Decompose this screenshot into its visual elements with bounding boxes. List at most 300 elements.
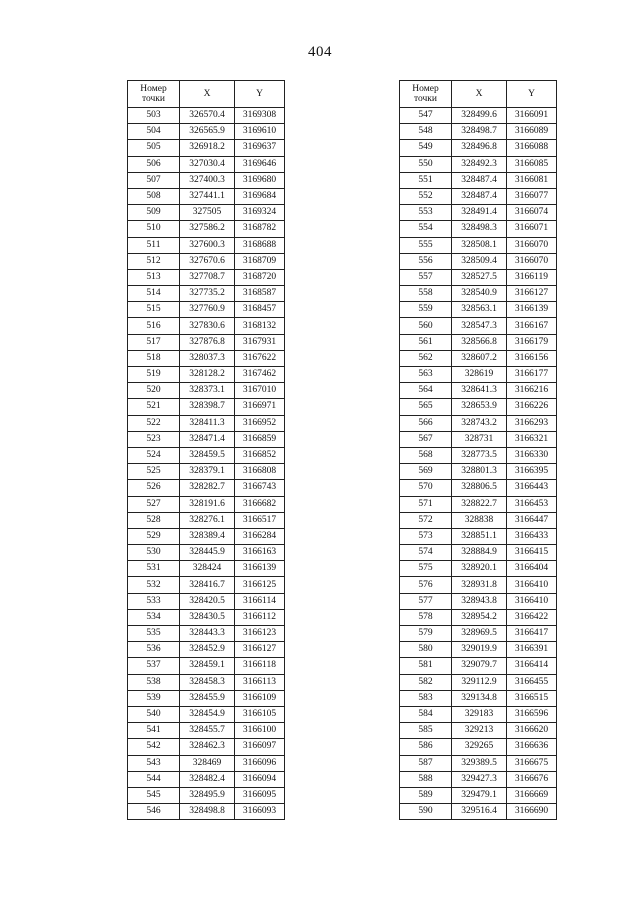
point-number-cell: 569 bbox=[400, 464, 452, 480]
coordinates-table-left bbox=[127, 80, 285, 820]
point-number-cell: 527 bbox=[128, 496, 180, 512]
y-cell: 3166091 bbox=[507, 108, 557, 124]
x-cell: 328540.9 bbox=[452, 286, 507, 302]
point-number-cell: 556 bbox=[400, 253, 452, 269]
table-row bbox=[128, 140, 285, 156]
point-number-cell: 584 bbox=[400, 706, 452, 722]
point-number-cell: 519 bbox=[128, 367, 180, 383]
x-cell: 328801.3 bbox=[452, 464, 507, 480]
table-row bbox=[128, 156, 285, 172]
point-number-cell: 507 bbox=[128, 172, 180, 188]
point-number-cell: 557 bbox=[400, 269, 452, 285]
y-cell: 3168720 bbox=[235, 269, 285, 285]
y-cell: 3166743 bbox=[235, 480, 285, 496]
x-cell: 328495.9 bbox=[180, 787, 235, 803]
y-cell: 3166112 bbox=[235, 609, 285, 625]
y-cell: 3169324 bbox=[235, 205, 285, 221]
point-number-cell: 520 bbox=[128, 383, 180, 399]
y-cell: 3166109 bbox=[235, 690, 285, 706]
header-x: X bbox=[452, 81, 507, 108]
point-number-cell: 509 bbox=[128, 205, 180, 221]
table-row bbox=[400, 253, 557, 269]
point-number-cell: 582 bbox=[400, 674, 452, 690]
header-y: Y bbox=[235, 81, 285, 108]
table-row bbox=[400, 464, 557, 480]
x-cell: 327441.1 bbox=[180, 188, 235, 204]
point-number-cell: 528 bbox=[128, 512, 180, 528]
table-row bbox=[400, 496, 557, 512]
table-row bbox=[128, 787, 285, 803]
x-cell: 328411.3 bbox=[180, 415, 235, 431]
table-row bbox=[128, 286, 285, 302]
table-header-row bbox=[128, 81, 285, 108]
y-cell: 3166118 bbox=[235, 658, 285, 674]
point-number-cell: 540 bbox=[128, 706, 180, 722]
table-row bbox=[400, 512, 557, 528]
point-number-cell: 586 bbox=[400, 739, 452, 755]
point-number-cell: 510 bbox=[128, 221, 180, 237]
point-number-cell: 538 bbox=[128, 674, 180, 690]
table-row bbox=[400, 593, 557, 609]
table-row bbox=[400, 221, 557, 237]
x-cell: 328398.7 bbox=[180, 399, 235, 415]
point-number-cell: 552 bbox=[400, 188, 452, 204]
point-number-cell: 525 bbox=[128, 464, 180, 480]
point-number-cell: 576 bbox=[400, 577, 452, 593]
y-cell: 3166123 bbox=[235, 626, 285, 642]
point-number-cell: 588 bbox=[400, 771, 452, 787]
y-cell: 3166114 bbox=[235, 593, 285, 609]
x-cell: 328619 bbox=[452, 367, 507, 383]
point-number-cell: 558 bbox=[400, 286, 452, 302]
y-cell: 3166070 bbox=[507, 253, 557, 269]
x-cell: 328462.3 bbox=[180, 739, 235, 755]
point-number-cell: 513 bbox=[128, 269, 180, 285]
table-row bbox=[128, 253, 285, 269]
y-cell: 3168688 bbox=[235, 237, 285, 253]
x-cell: 329265 bbox=[452, 739, 507, 755]
table-row bbox=[128, 739, 285, 755]
y-cell: 3166163 bbox=[235, 545, 285, 561]
x-cell: 327400.3 bbox=[180, 172, 235, 188]
point-number-cell: 568 bbox=[400, 447, 452, 463]
table-row bbox=[400, 787, 557, 803]
table-row bbox=[400, 739, 557, 755]
point-number-cell: 579 bbox=[400, 626, 452, 642]
y-cell: 3166088 bbox=[507, 140, 557, 156]
point-number-cell: 559 bbox=[400, 302, 452, 318]
x-cell: 328455.7 bbox=[180, 723, 235, 739]
point-number-cell: 563 bbox=[400, 367, 452, 383]
y-cell: 3166177 bbox=[507, 367, 557, 383]
table-row bbox=[128, 172, 285, 188]
y-cell: 3166682 bbox=[235, 496, 285, 512]
point-number-cell: 541 bbox=[128, 723, 180, 739]
table-row bbox=[128, 658, 285, 674]
y-cell: 3166139 bbox=[235, 561, 285, 577]
y-cell: 3166119 bbox=[507, 269, 557, 285]
y-cell: 3166097 bbox=[235, 739, 285, 755]
point-number-cell: 518 bbox=[128, 350, 180, 366]
y-cell: 3168132 bbox=[235, 318, 285, 334]
point-number-cell: 530 bbox=[128, 545, 180, 561]
point-number-cell: 553 bbox=[400, 205, 452, 221]
table-row bbox=[128, 318, 285, 334]
table-row bbox=[128, 480, 285, 496]
x-cell: 328641.3 bbox=[452, 383, 507, 399]
x-cell: 328884.9 bbox=[452, 545, 507, 561]
table-row bbox=[128, 237, 285, 253]
table-row bbox=[400, 205, 557, 221]
point-number-cell: 551 bbox=[400, 172, 452, 188]
point-number-cell: 561 bbox=[400, 334, 452, 350]
x-cell: 328509.4 bbox=[452, 253, 507, 269]
y-cell: 3166071 bbox=[507, 221, 557, 237]
point-number-cell: 578 bbox=[400, 609, 452, 625]
x-cell: 328547.3 bbox=[452, 318, 507, 334]
point-number-cell: 546 bbox=[128, 804, 180, 820]
y-cell: 3166410 bbox=[507, 593, 557, 609]
x-cell: 328282.7 bbox=[180, 480, 235, 496]
table-row bbox=[128, 205, 285, 221]
y-cell: 3166414 bbox=[507, 658, 557, 674]
table-row bbox=[128, 512, 285, 528]
x-cell: 329389.5 bbox=[452, 755, 507, 771]
point-number-cell: 554 bbox=[400, 221, 452, 237]
y-cell: 3166676 bbox=[507, 771, 557, 787]
table-header-row bbox=[400, 81, 557, 108]
x-cell: 329079.7 bbox=[452, 658, 507, 674]
header-y: Y bbox=[507, 81, 557, 108]
point-number-cell: 575 bbox=[400, 561, 452, 577]
point-number-cell: 564 bbox=[400, 383, 452, 399]
x-cell: 328496.8 bbox=[452, 140, 507, 156]
table-row bbox=[400, 383, 557, 399]
table-row bbox=[400, 658, 557, 674]
table-row bbox=[128, 496, 285, 512]
x-cell: 328492.3 bbox=[452, 156, 507, 172]
x-cell: 328430.5 bbox=[180, 609, 235, 625]
table-row bbox=[128, 609, 285, 625]
y-cell: 3166453 bbox=[507, 496, 557, 512]
point-number-cell: 562 bbox=[400, 350, 452, 366]
point-number-cell: 590 bbox=[400, 804, 452, 820]
point-number-cell: 535 bbox=[128, 626, 180, 642]
x-cell: 328920.1 bbox=[452, 561, 507, 577]
y-cell: 3166070 bbox=[507, 237, 557, 253]
point-number-cell: 515 bbox=[128, 302, 180, 318]
point-number-cell: 580 bbox=[400, 642, 452, 658]
point-number-cell: 512 bbox=[128, 253, 180, 269]
header-point-number: Номер точки bbox=[400, 81, 452, 108]
x-cell: 327760.9 bbox=[180, 302, 235, 318]
point-number-cell: 583 bbox=[400, 690, 452, 706]
table-row bbox=[128, 690, 285, 706]
x-cell: 328471.4 bbox=[180, 431, 235, 447]
y-cell: 3166096 bbox=[235, 755, 285, 771]
table-row bbox=[128, 593, 285, 609]
table-row bbox=[128, 577, 285, 593]
x-cell: 328459.1 bbox=[180, 658, 235, 674]
x-cell: 328969.5 bbox=[452, 626, 507, 642]
y-cell: 3166620 bbox=[507, 723, 557, 739]
x-cell: 328191.6 bbox=[180, 496, 235, 512]
point-number-cell: 543 bbox=[128, 755, 180, 771]
table-row bbox=[400, 350, 557, 366]
y-cell: 3167622 bbox=[235, 350, 285, 366]
table-row bbox=[400, 545, 557, 561]
x-cell: 329134.8 bbox=[452, 690, 507, 706]
y-cell: 3169646 bbox=[235, 156, 285, 172]
y-cell: 3166216 bbox=[507, 383, 557, 399]
x-cell: 328491.4 bbox=[452, 205, 507, 221]
table-row bbox=[128, 561, 285, 577]
y-cell: 3166081 bbox=[507, 172, 557, 188]
y-cell: 3166596 bbox=[507, 706, 557, 722]
table-row bbox=[400, 415, 557, 431]
table-row bbox=[400, 302, 557, 318]
x-cell: 328482.4 bbox=[180, 771, 235, 787]
y-cell: 3166085 bbox=[507, 156, 557, 172]
x-cell: 328527.5 bbox=[452, 269, 507, 285]
table-row bbox=[400, 269, 557, 285]
header-x: X bbox=[180, 81, 235, 108]
table-row bbox=[400, 140, 557, 156]
point-number-cell: 560 bbox=[400, 318, 452, 334]
coordinates-table-right bbox=[399, 80, 557, 820]
y-cell: 3166852 bbox=[235, 447, 285, 463]
y-cell: 3166100 bbox=[235, 723, 285, 739]
y-cell: 3169308 bbox=[235, 108, 285, 124]
y-cell: 3166447 bbox=[507, 512, 557, 528]
point-number-cell: 589 bbox=[400, 787, 452, 803]
table-row bbox=[128, 431, 285, 447]
x-cell: 327600.3 bbox=[180, 237, 235, 253]
x-cell: 329427.3 bbox=[452, 771, 507, 787]
x-cell: 327586.2 bbox=[180, 221, 235, 237]
y-cell: 3166971 bbox=[235, 399, 285, 415]
y-cell: 3166455 bbox=[507, 674, 557, 690]
y-cell: 3166952 bbox=[235, 415, 285, 431]
point-number-cell: 577 bbox=[400, 593, 452, 609]
table-row bbox=[128, 723, 285, 739]
y-cell: 3166113 bbox=[235, 674, 285, 690]
y-cell: 3169610 bbox=[235, 124, 285, 140]
point-number-cell: 550 bbox=[400, 156, 452, 172]
y-cell: 3169684 bbox=[235, 188, 285, 204]
point-number-cell: 544 bbox=[128, 771, 180, 787]
y-cell: 3166127 bbox=[507, 286, 557, 302]
point-number-cell: 517 bbox=[128, 334, 180, 350]
y-cell: 3166167 bbox=[507, 318, 557, 334]
table-row bbox=[400, 447, 557, 463]
x-cell: 326918.2 bbox=[180, 140, 235, 156]
table-row bbox=[400, 237, 557, 253]
x-cell: 327708.7 bbox=[180, 269, 235, 285]
y-cell: 3166690 bbox=[507, 804, 557, 820]
table-row bbox=[128, 108, 285, 124]
x-cell: 328508.1 bbox=[452, 237, 507, 253]
table-row bbox=[400, 108, 557, 124]
x-cell: 327876.8 bbox=[180, 334, 235, 350]
table-row bbox=[128, 302, 285, 318]
table-row bbox=[400, 804, 557, 820]
x-cell: 328773.5 bbox=[452, 447, 507, 463]
x-cell: 328653.9 bbox=[452, 399, 507, 415]
table-row bbox=[400, 172, 557, 188]
x-cell: 328499.6 bbox=[452, 108, 507, 124]
point-number-cell: 506 bbox=[128, 156, 180, 172]
y-cell: 3166330 bbox=[507, 447, 557, 463]
y-cell: 3167931 bbox=[235, 334, 285, 350]
point-number-cell: 523 bbox=[128, 431, 180, 447]
table-row bbox=[128, 124, 285, 140]
x-cell: 328452.9 bbox=[180, 642, 235, 658]
y-cell: 3166410 bbox=[507, 577, 557, 593]
table-row bbox=[128, 464, 285, 480]
x-cell: 328037.3 bbox=[180, 350, 235, 366]
x-cell: 328743.2 bbox=[452, 415, 507, 431]
table-row bbox=[128, 626, 285, 642]
y-cell: 3166125 bbox=[235, 577, 285, 593]
table-row bbox=[400, 561, 557, 577]
y-cell: 3166422 bbox=[507, 609, 557, 625]
x-cell: 328276.1 bbox=[180, 512, 235, 528]
x-cell: 328806.5 bbox=[452, 480, 507, 496]
point-number-cell: 567 bbox=[400, 431, 452, 447]
table-row bbox=[128, 269, 285, 285]
x-cell: 328389.4 bbox=[180, 528, 235, 544]
table-row bbox=[128, 334, 285, 350]
table-row bbox=[128, 383, 285, 399]
point-number-cell: 565 bbox=[400, 399, 452, 415]
table-row bbox=[400, 431, 557, 447]
point-number-cell: 571 bbox=[400, 496, 452, 512]
point-number-cell: 524 bbox=[128, 447, 180, 463]
table-row bbox=[128, 804, 285, 820]
table-row bbox=[400, 286, 557, 302]
x-cell: 328607.2 bbox=[452, 350, 507, 366]
table-row bbox=[400, 156, 557, 172]
x-cell: 328459.5 bbox=[180, 447, 235, 463]
x-cell: 328731 bbox=[452, 431, 507, 447]
x-cell: 329112.9 bbox=[452, 674, 507, 690]
table-row bbox=[400, 367, 557, 383]
x-cell: 327505 bbox=[180, 205, 235, 221]
point-number-cell: 522 bbox=[128, 415, 180, 431]
y-cell: 3166404 bbox=[507, 561, 557, 577]
table-row bbox=[400, 771, 557, 787]
y-cell: 3166808 bbox=[235, 464, 285, 480]
x-cell: 328498.7 bbox=[452, 124, 507, 140]
x-cell: 329183 bbox=[452, 706, 507, 722]
point-number-cell: 587 bbox=[400, 755, 452, 771]
table-row bbox=[400, 674, 557, 690]
y-cell: 3166226 bbox=[507, 399, 557, 415]
point-number-cell: 555 bbox=[400, 237, 452, 253]
x-cell: 328563.1 bbox=[452, 302, 507, 318]
point-number-cell: 521 bbox=[128, 399, 180, 415]
y-cell: 3166636 bbox=[507, 739, 557, 755]
table-row bbox=[128, 447, 285, 463]
y-cell: 3166321 bbox=[507, 431, 557, 447]
y-cell: 3166417 bbox=[507, 626, 557, 642]
y-cell: 3166093 bbox=[235, 804, 285, 820]
x-cell: 327670.6 bbox=[180, 253, 235, 269]
point-number-cell: 532 bbox=[128, 577, 180, 593]
y-cell: 3166179 bbox=[507, 334, 557, 350]
table-row bbox=[128, 755, 285, 771]
table-row bbox=[400, 334, 557, 350]
point-number-cell: 503 bbox=[128, 108, 180, 124]
table-row bbox=[128, 545, 285, 561]
table-row bbox=[128, 221, 285, 237]
y-cell: 3166395 bbox=[507, 464, 557, 480]
table-row bbox=[128, 350, 285, 366]
x-cell: 328851.1 bbox=[452, 528, 507, 544]
x-cell: 328445.9 bbox=[180, 545, 235, 561]
table-row bbox=[400, 690, 557, 706]
point-number-cell: 545 bbox=[128, 787, 180, 803]
point-number-cell: 548 bbox=[400, 124, 452, 140]
y-cell: 3166859 bbox=[235, 431, 285, 447]
table-row bbox=[400, 577, 557, 593]
y-cell: 3167462 bbox=[235, 367, 285, 383]
point-number-cell: 505 bbox=[128, 140, 180, 156]
x-cell: 328469 bbox=[180, 755, 235, 771]
point-number-cell: 511 bbox=[128, 237, 180, 253]
y-cell: 3166433 bbox=[507, 528, 557, 544]
y-cell: 3168782 bbox=[235, 221, 285, 237]
y-cell: 3166089 bbox=[507, 124, 557, 140]
point-number-cell: 574 bbox=[400, 545, 452, 561]
x-cell: 329479.1 bbox=[452, 787, 507, 803]
y-cell: 3169680 bbox=[235, 172, 285, 188]
x-cell: 328454.9 bbox=[180, 706, 235, 722]
point-number-cell: 536 bbox=[128, 642, 180, 658]
y-cell: 3166415 bbox=[507, 545, 557, 561]
point-number-cell: 537 bbox=[128, 658, 180, 674]
point-number-cell: 539 bbox=[128, 690, 180, 706]
table-row bbox=[400, 723, 557, 739]
y-cell: 3168709 bbox=[235, 253, 285, 269]
y-cell: 3166105 bbox=[235, 706, 285, 722]
x-cell: 328420.5 bbox=[180, 593, 235, 609]
point-number-cell: 566 bbox=[400, 415, 452, 431]
x-cell: 327030.4 bbox=[180, 156, 235, 172]
x-cell: 328487.4 bbox=[452, 172, 507, 188]
page-number: 404 bbox=[308, 44, 332, 60]
table-row bbox=[128, 415, 285, 431]
table-row bbox=[400, 124, 557, 140]
x-cell: 329019.9 bbox=[452, 642, 507, 658]
header-point-number: Номер точки bbox=[128, 81, 180, 108]
x-cell: 328487.4 bbox=[452, 188, 507, 204]
table-row bbox=[128, 528, 285, 544]
y-cell: 3166515 bbox=[507, 690, 557, 706]
table-row bbox=[400, 399, 557, 415]
y-cell: 3166074 bbox=[507, 205, 557, 221]
y-cell: 3168587 bbox=[235, 286, 285, 302]
table-row bbox=[400, 609, 557, 625]
x-cell: 328498.3 bbox=[452, 221, 507, 237]
point-number-cell: 573 bbox=[400, 528, 452, 544]
point-number-cell: 533 bbox=[128, 593, 180, 609]
y-cell: 3166391 bbox=[507, 642, 557, 658]
x-cell: 328954.2 bbox=[452, 609, 507, 625]
x-cell: 328943.8 bbox=[452, 593, 507, 609]
table-row bbox=[400, 318, 557, 334]
